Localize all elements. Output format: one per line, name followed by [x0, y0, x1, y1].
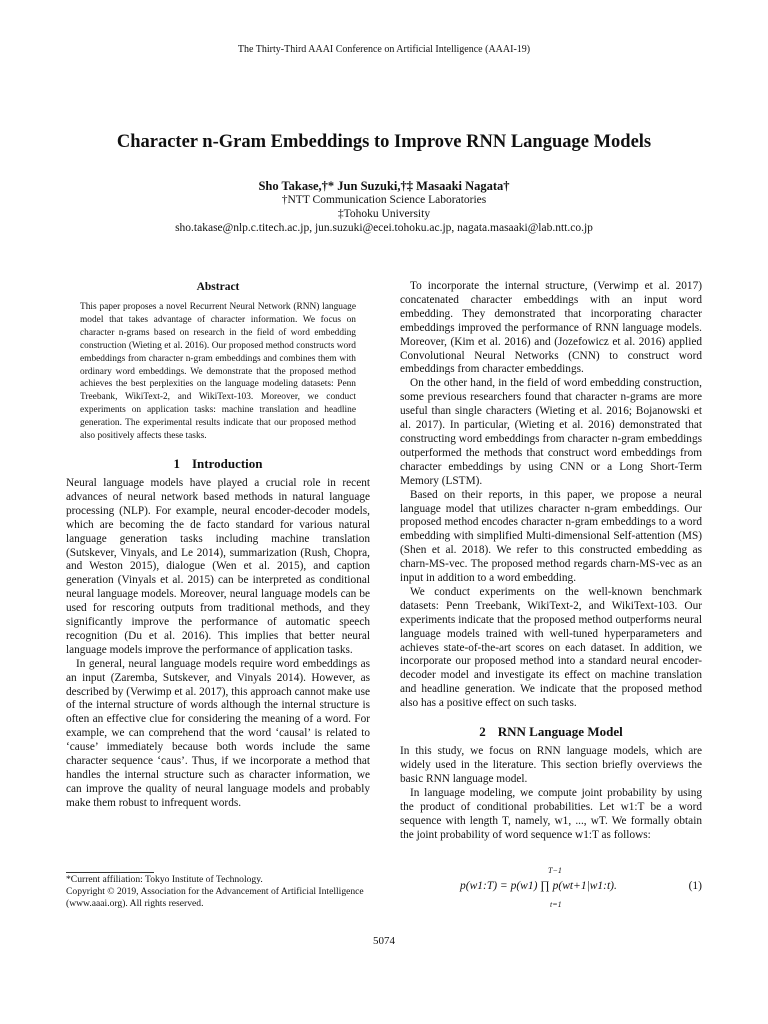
abstract-heading: Abstract	[196, 281, 240, 293]
affiliation-tohoku: ‡Tohoku University	[337, 208, 431, 220]
product-upper-limit: T−1	[548, 866, 562, 875]
page-number: 5074	[373, 935, 395, 947]
equation-1	[400, 866, 702, 912]
left-column	[66, 280, 370, 811]
section-heading-rnn-language-model	[400, 724, 702, 740]
intro-paragraph-3: To incorporate the internal structure, (Verwimp et al. 2017) concatenated character embeddings with an input word embedding. They demonstrated that incorporating character embeddings improved the performance of RNN language models. Moreover, (Kim et al. 2016) and (Jozefowicz et al. 2016) applied Convolutional Neural Networks (CNN) to construct word embeddings from character embeddings.	[400, 280, 702, 376]
equation-body: p(w1:T) = p(w1) ∏ p(wt+1|w1:t).	[460, 880, 617, 892]
intro-paragraph-4: On the other hand, in the field of word embedding construction, some previous researchers found that character n-grams are more useful than single characters (Wieting et al. 2016; Bojanowski et al. 2017). In particular, (Wieting et al. 2016) demonstrated that constructing word embeddings from character n-gram embeddings outperformed the methods that construct word embeddings from character embeddings by using CNN or a Long Short-Term Memory (LSTM).	[400, 377, 702, 487]
intro-paragraph-5: Based on their reports, in this paper, we propose a neural language model that utilizes character n-gram embeddings. Our proposed method encodes character n-gram embeddings to a word embedding with simplified Multi-dimensional Self-attention (MS) (Shen et al. 2018). We refer to this constructed embedding as charn-MS-vec. The proposed method regards charn-MS-vec as an input in addition to a word embedding.	[400, 488, 702, 585]
intro-paragraph-1: Neural language models have played a crucial role in recent advances of neural network based methods in natural language processing (NLP). For example, neural encoder-decoder models, which are becoming the de facto standard for various natural language generation tasks including machine translation (Sutskever, Vinyals, and Le 2014), summarization (Rush, Chopra, and Weston 2015), dialogue (Wen et al. 2015), and caption generation (Vinyals et al. 2015) can be interpreted as conditional neural language models. Moreover, neural language models can be used for rescoring outputs from traditional methods, and they significantly improve the performance of automatic speech recognition (Du et al. 2016). This implies that better neural language models improve the performance of application tasks.	[66, 476, 370, 656]
section-title: Introduction	[191, 455, 263, 471]
rnn-paragraph-1: In this study, we focus on RNN language models, which are widely used in the literature. This section briefly overviews the basic RNN language model.	[400, 745, 702, 785]
footnotes	[66, 874, 370, 909]
section-number: 1	[173, 455, 180, 471]
rnn-paragraph-2: In language modeling, we compute joint probability by using the product of conditional probabilities. Let w1:T be a word sequence with length T, namely, w1, ..., wT. We formally obtain the joint probability of word sequence w1:T as follows:	[400, 786, 702, 841]
paper-title: Character n-Gram Embeddings to Improve RNN Language Models	[116, 132, 652, 152]
footnote-affiliation: *Current affiliation: Tokyo Institute of Technology.	[66, 874, 263, 885]
section-number: 2	[479, 724, 486, 740]
intro-paragraph-2: In general, neural language models require word embeddings as an input (Zaremba, Sutskever, and Vinyals 2014). However, as described by (Verwimp et al. 2017), this approach cannot make use of the internal structure of words although the internal structure is often an effective clue for considering the meaning of a word. For example, we can comprehend that the word ‘causal’ is related to ‘cause’ immediately because both words include the same character sequence ‘caus’. Thus, if we incorporate a method that handles the internal structure such as character information, we can improve the quality of neural language models and probably make them robust to infrequent words.	[66, 657, 370, 809]
section-heading-introduction	[66, 456, 370, 472]
right-column	[400, 280, 702, 842]
author-list: Sho Takase,†* Jun Suzuki,†‡ Masaaki Nagata†	[258, 179, 510, 193]
footnote-divider	[66, 872, 154, 873]
equation-number: (1)	[688, 880, 702, 892]
affiliation-block	[0, 193, 768, 235]
section-title: RNN Language Model	[497, 724, 623, 740]
footnote-copyright: Copyright © 2019, Association for the Advancement of Artificial Intelligence (www.aaai.org). All rights reserved.	[66, 885, 364, 909]
conference-header: The Thirty-Third AAAI Conference on Artificial Intelligence (AAAI-19)	[237, 44, 531, 55]
product-lower-limit: t=1	[550, 900, 562, 909]
affiliation-ntt: †NTT Communication Science Laboratories	[281, 194, 487, 206]
author-emails: sho.takase@nlp.c.titech.ac.jp, jun.suzuki@ecei.tohoku.ac.jp, nagata.masaaki@lab.ntt.co.jp	[175, 222, 593, 234]
abstract-text: This paper proposes a novel Recurrent Neural Network (RNN) language model that takes advantage of character information. We focus on character n-grams based on research in the field of word embedding construction (Wieting et al. 2016). Our proposed method constructs word embeddings from character n-gram embeddings and combines them with ordinary word embeddings. We demonstrate that the proposed method achieves the best perplexities on the language modeling datasets: Penn Treebank, WikiText-2, and WikiText-103. Moreover, we conduct experiments on application tasks: machine translation and headline generation. The experimental results indicate that our proposed method also positively affects these tasks.	[80, 302, 356, 442]
intro-paragraph-6: We conduct experiments on the well-known benchmark datasets: Penn Treebank, WikiText-2, and WikiText-103. Our experiments indicate that the proposed method outperforms neural language models trained with well-tuned hyperparameters and achieves state-of-the-art scores on each dataset. In addition, we incorporate our proposed method into a standard neural encoder-decoder model and investigate its effect on machine translation and headline generation. We indicate that the proposed method also has a positive effect on such tasks.	[400, 585, 702, 710]
